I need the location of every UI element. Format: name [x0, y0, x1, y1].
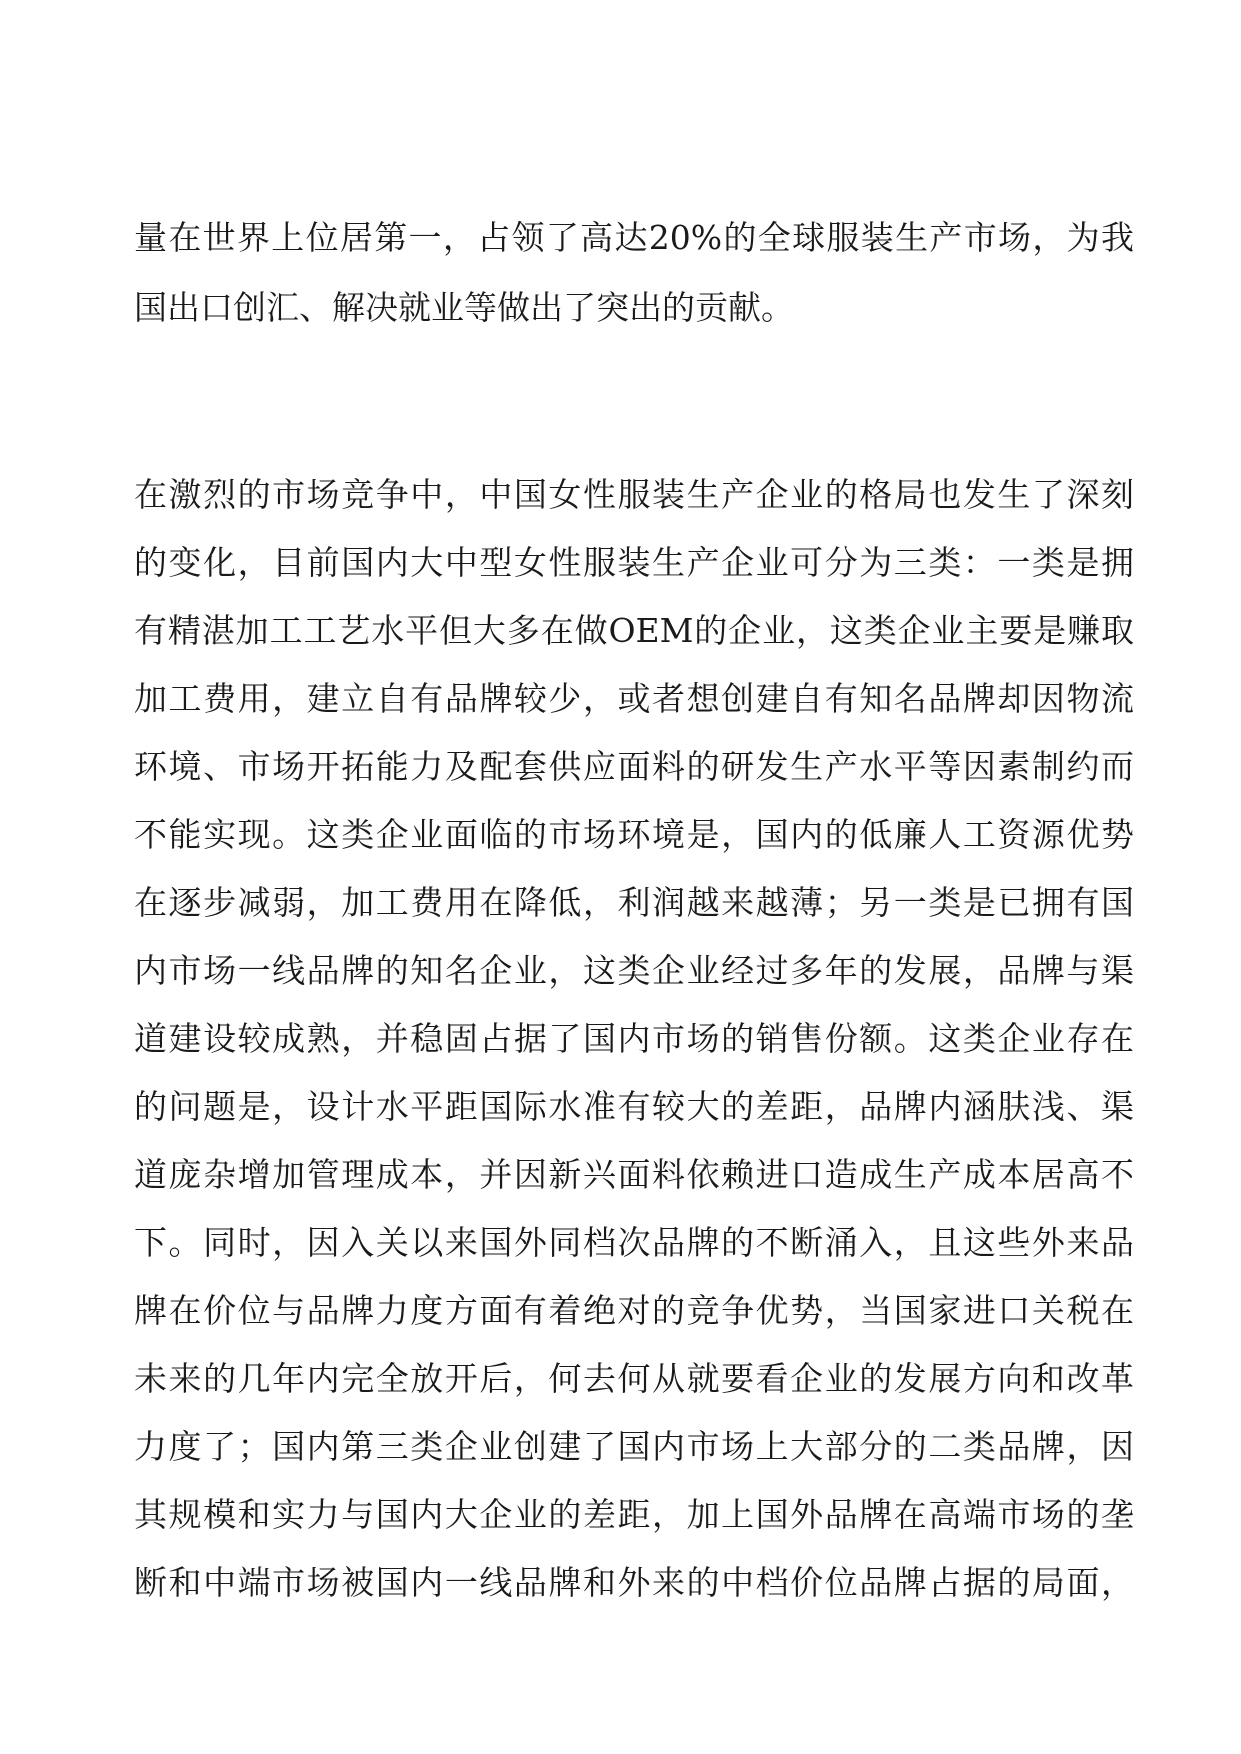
paragraph-2-line-13: 牌在价位与品牌力度方面有着绝对的竞争优势，当国家进口关税在	[134, 1291, 1134, 1330]
paragraph-2-line-7: 在逐步减弱，加工费用在降低，利润越来越薄；另一类是已拥有国	[134, 883, 1134, 922]
paragraph-2-line-11: 道庞杂增加管理成本，并因新兴面料依赖进口造成生产成本居高不	[134, 1155, 1134, 1194]
paragraph-2-line-15: 力度了；国内第三类企业创建了国内市场上大部分的二类品牌，因	[134, 1427, 1134, 1466]
paragraph-2-line-2: 的变化，目前国内大中型女性服装生产企业可分为三类：一类是拥	[134, 543, 1134, 582]
paragraph-2-line-1: 在激烈的市场竞争中，中国女性服装生产企业的格局也发生了深刻	[134, 475, 1134, 514]
paragraph-2-line-3: 有精湛加工工艺水平但大多在做OEM的企业，这类企业主要是赚取	[134, 611, 1134, 650]
paragraph-2-line-14: 未来的几年内完全放开后，何去何从就要看企业的发展方向和改革	[134, 1359, 1134, 1398]
paragraph-2-line-10: 的问题是，设计水平距国际水准有较大的差距，品牌内涵肤浅、渠	[134, 1087, 1134, 1126]
paragraph-1-line-1: 量在世界上位居第一，占领了高达20%的全球服装生产市场，为我	[134, 218, 1134, 257]
paragraph-2-line-4: 加工费用，建立自有品牌较少，或者想创建自有知名品牌却因物流	[134, 679, 1134, 718]
paragraph-2-line-16: 其规模和实力与国内大企业的差距，加上国外品牌在高端市场的垄	[134, 1495, 1134, 1534]
paragraph-2-line-17: 断和中端市场被国内一线品牌和外来的中档价位品牌占据的局面，	[134, 1563, 1134, 1602]
paragraph-2-line-5: 环境、市场开拓能力及配套供应面料的研发生产水平等因素制约而	[134, 747, 1134, 786]
paragraph-2-line-6: 不能实现。这类企业面临的市场环境是，国内的低廉人工资源优势	[134, 815, 1134, 854]
paragraph-2-line-8: 内市场一线品牌的知名企业，这类企业经过多年的发展，品牌与渠	[134, 951, 1134, 990]
paragraph-1-line-2: 国出口创汇、解决就业等做出了突出的贡献。	[134, 288, 794, 327]
paragraph-2-line-9: 道建设较成熟，并稳固占据了国内市场的销售份额。这类企业存在	[134, 1019, 1134, 1058]
paragraph-2-line-12: 下。同时，因入关以来国外同档次品牌的不断涌入，且这些外来品	[134, 1223, 1134, 1262]
